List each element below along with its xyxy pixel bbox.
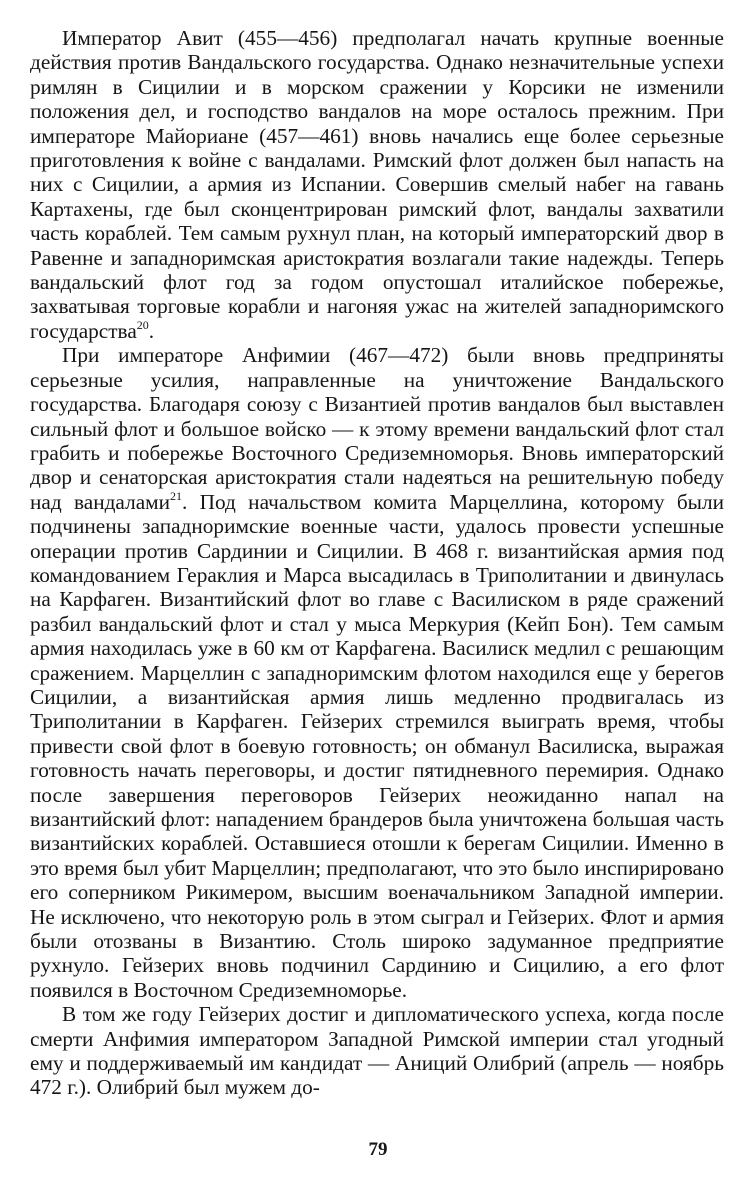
footnote-ref-20: 20: [136, 317, 149, 332]
book-page-text: [30, 26, 724, 1100]
page-number: 79: [368, 1139, 388, 1160]
paragraph-text: Император Авит (455—456) предполагал начать крупные военные действия против Вандальского государства. Однако незначительные успехи римлян в Сицилии и в морском сражении у Корсики не изменили положения дел, и господство вандалов на море осталось прежним. При императоре Майориане (457—461) вновь начались еще более серьезные приготовления к войне с вандалами. Римский флот должен был напасть на них с Сицилии, а армия из Испании. Совершив смелый набег на гавань Картахены, где был сконцентрирован римский флот, вандалы захватили часть кораблей. Тем самым рухнул план, на который императорский двор в Равенне и западноримская аристократия возлагали такие надежды. Теперь вандальский флот год за годом опустошал италийское побережье, захватывая торговые корабли и нагоняя ужас на жителей западноримского государства: [30, 26, 724, 343]
paragraph-olybrius: [30, 1002, 724, 1100]
paragraph-text-continued: . Под начальством комита Марцеллина, которому были подчинены западноримские военные части, удалось провести успешные операции против Сардинии и Сицилии. В 468 г. византийская армия под командованием Гераклия и Марса высадилась в Триполитании и двинулась на Карфаген. Византийский флот во главе с Василиском в ряде сражений разбил вандальский флот и стал у мыса Меркурия (Кейп Бон). Тем самым армия находилась уже в 60 км от Карфагена. Василиск медлил с решающим сражением. Марцеллин с западноримским флотом находился еще у берегов Сицилии, а византийская армия лишь медленно продвигалась из Триполитании в Карфаген. Гейзерих стремился выиграть время, чтобы привести свой флот в боевую готовность; он обманул Василиска, выражая готовность начать переговоры, и достиг пятидневного перемирия. Однако после завершения переговоров Гейзерих неожиданно напал на византийский флот: нападением брандеров была уничтожена большая часть византийских кораблей. Оставшиеся отошли к берегам Сицилии. Именно в это время был убит Марцеллин; предполагают, что это было инспирировано его соперником Рикимером, высшим военачальником Западной империи. Не исключено, что некоторую роль в этом сыграл и Гейзерих. Флот и армия были отозваны в Византию. Столь широко задуманное предприятие рухнуло. Гейзерих вновь подчинил Сардинию и Сицилию, а его флот появился в Восточном Средиземноморье.: [30, 489, 724, 1002]
footnote-ref-21: 21: [170, 488, 183, 503]
paragraph-avitus-majorian: Император Авит (455—456) предполагал начать крупные военные действия против Вандальского государства. Однако незначительные успехи римлян в Сицилии и в морском сражении у Корсики не изменили положения дел, и господство вандалов на море осталось прежним. При императоре Майориане (457—461) вновь начались еще более серьезные приготовления к войне с вандалами. Римский флот должен был напасть на них с Сицилии, а армия из Испании. Совершив смелый набег на гавань Картахены, где был сконцентрирован римский флот, вандалы захватили часть кораблей. Тем самым рухнул план, на который императорский двор в Равенне и западноримская аристократия возлагали такие надежды. Теперь вандальский флот год за годом опустошал италийское побережье, захватывая торговые корабли и нагоняя ужас на жителей западноримского государства$^{20}$.: [30, 26, 724, 343]
paragraph-text: В том же году Гейзерих достиг и дипломатического успеха, когда после смерти Анфимия императором Западной Римской империи стал угодный ему и поддерживаемый им кандидат — Аниций Олибрий (апрель — ноябрь 472 г.). Олибрий был мужем до-: [30, 1002, 724, 1100]
paragraph-anthemius-campaign: [30, 343, 724, 1002]
paragraph-text: При императоре Анфимии (467—472) были вновь предприняты серьезные усилия, направленные на уничтожение Вандальского государства. Благодаря союзу с Византией против вандалов был выставлен сильный флот и большое войско — к этому времени вандальский флот стал грабить и побережье Восточного Средиземноморья. Вновь императорский двор и сенаторская аристократия стали надеяться на решительную победу над вандалами: [30, 343, 724, 514]
